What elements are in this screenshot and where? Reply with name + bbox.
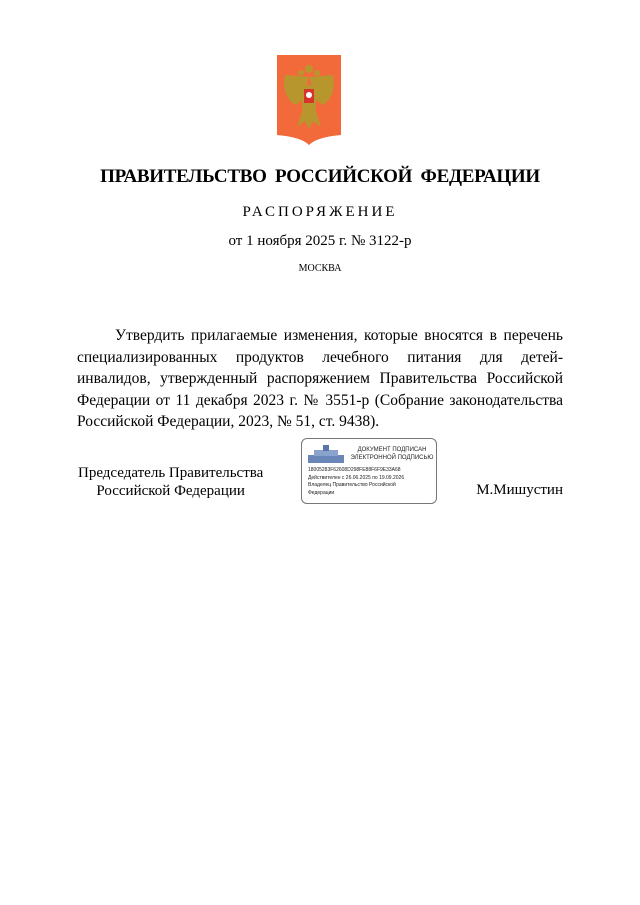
electronic-signature-stamp xyxy=(301,438,437,504)
document-type: РАСПОРЯЖЕНИЕ xyxy=(242,204,398,220)
stamp-title-line2: ЭЛЕКТРОННОЙ ПОДПИСЬЮ xyxy=(350,455,434,461)
stamp-title-line1: ДОКУМЕНТ ПОДПИСАН xyxy=(357,447,427,453)
coat-of-arms-icon xyxy=(277,55,341,145)
stamp-owner-line2: Федерации xyxy=(308,489,335,496)
issuer-title: ПРАВИТЕЛЬСТВО РОССИЙСКОЙ ФЕДЕРАЦИИ xyxy=(100,166,540,187)
signer-position xyxy=(78,464,263,500)
signer-position-line1: Председатель Правительства xyxy=(78,465,264,481)
government-building-icon xyxy=(308,445,344,463)
stamp-owner-line1: Владелец Правительство Российской xyxy=(308,482,396,488)
stamp-validity: Действителен с 26.06.2025 по 19.09.2026 xyxy=(308,474,405,481)
signer-position-line2: Российской Федерации xyxy=(96,483,245,499)
document-body: Утвердить прилагаемые изменения, которые вносятся в перечень специализированных продуктов лечебного питания для детей-инвалидов, утвержденный распоряжением Правительства Российской Федерации от 11 декабря 2023 г. № 3551-р (Собрание законодательства Российской Федерации, 2023, № 51, ст. 9438). xyxy=(77,327,563,430)
document-date-number: от 1 ноября 2025 г. № 3122-р xyxy=(228,233,412,249)
stamp-certificate: 18005283F62608D298FE88F6F9E33A68 xyxy=(308,467,401,473)
signer-name: М.Мишустин xyxy=(476,482,563,498)
document-city: МОСКВА xyxy=(298,263,342,274)
